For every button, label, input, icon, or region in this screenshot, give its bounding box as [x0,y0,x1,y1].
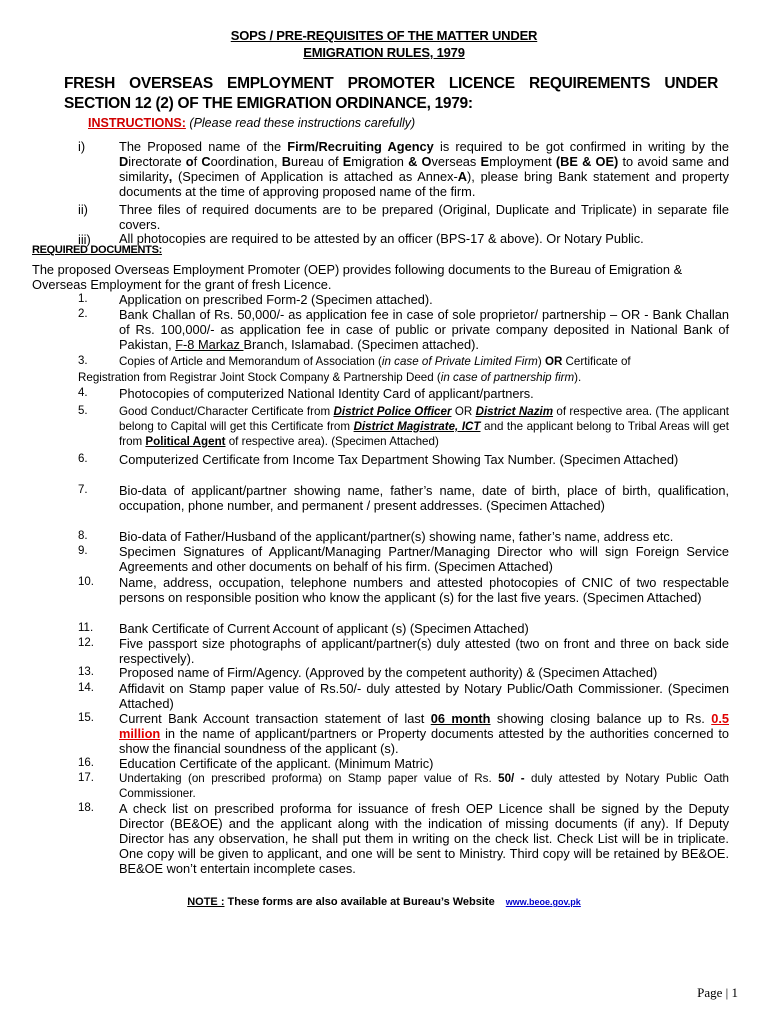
note-line [0,896,768,908]
item-num-8: 8. [78,530,88,542]
item-text-3: Copies of Article and Memorandum of Association (in case of Private Limited Firm) OR Certificate of [119,355,631,368]
required-intro-text: The proposed Overseas Employment Promoter (OEP) provides following documents to the Bureau of Emigration & Overseas Employment for the grant of fresh Licence. [32,262,683,292]
item-num-14: 14. [78,682,94,694]
item-num-9: 9. [78,545,88,557]
main-title-line-1: FRESH OVERSEAS EMPLOYMENT PROMOTER LICENCE REQUIREMENTS UNDER [64,75,718,92]
instruction-text-2: Three files of required documents are to be prepared (Original, Duplicate and Triplicate) in separate file covers. [119,202,729,232]
item-text-14: Affidavit on Stamp paper value of Rs.50/- duly attested by Notary Public/Oath Commissioner. (Specimen Attached) [119,681,729,711]
item-text-5: Good Conduct/Character Certificate from District Police Officer OR District Nazim of respective area. (The applicant belong to Capital will get this Certificate from District Magistrate, ICT and the applicant belong to Tribal Areas will get from Political Agent of respective area). (Specimen Attached) [119,405,729,448]
required-intro [32,262,732,292]
instruction-text-3: All photocopies are required to be attested by an officer (BPS-17 & above). Or Notary Public. [119,231,644,246]
item-num-5: 5. [78,405,88,417]
item-text-3-cont: Registration from Registrar Joint Stock Company & Partnership Deed (in case of partnership firm). [78,371,582,384]
item-num-17: 17. [78,772,94,784]
item-text-11: Bank Certificate of Current Account of applicant (s) (Specimen Attached) [119,621,529,636]
item-text-17: Undertaking (on prescribed proforma) on Stamp paper value of Rs. 50/ - duly attested by Notary Public Oath Commissioner. [119,772,730,800]
item-text-16: Education Certificate of the applicant. (Minimum Matric) [119,756,434,771]
item-num-15: 15. [78,712,94,724]
item-num-4: 4. [78,387,88,399]
page-number: Page | 1 [697,985,738,1000]
item-num-16: 16. [78,757,94,769]
item-num-2: 2. [78,308,88,320]
item-text-1: Application on prescribed Form-2 (Specimen attached). [119,292,433,307]
instruction-num-1: i) [78,139,86,154]
item-num-11: 11. [78,622,94,634]
item-text-13: Proposed name of Firm/Agency. (Approved by the competent authority) & (Specimen Attached) [119,665,658,680]
instruction-num-3: iii) [78,232,91,247]
item-num-3: 3. [78,355,88,367]
item-text-12: Five passport size photographs of applicant/partner(s) duly attested (two on front and three on back side respectively). [119,636,729,666]
instructions-label: INSTRUCTIONS: [88,116,186,130]
item-text-8: Bio-data of Father/Husband of the applicant/partner(s) showing name, father’s name, address etc. [119,529,674,544]
item-text-6: Computerized Certificate from Income Tax Department Showing Tax Number. (Specimen Attached) [119,452,679,467]
website-link[interactable]: www.beoe.gov.pk [505,897,581,907]
item-num-13: 13. [78,666,94,678]
item-text-10: Name, address, occupation, telephone numbers and attested photocopies of CNIC of two respectable persons on responsible position who know the applicant (s) for the last five years. (Specimen Attached) [119,575,729,605]
instruction-text-1: The Proposed name of the Firm/Recruiting Agency is required to be got confirmed in writing by the Directorate of Coordination, Bureau of Emigration & Overseas Employment (BE & OE) to avoid same and similarity, (Specimen of Application is attached as Annex-A), please bring Bank statement and property documents at the time of approving proposed name of the firm. [119,139,730,199]
required-documents-heading: REQUIRED DOCUMENTS: [32,244,162,256]
item-text-4: Photocopies of computerized National Identity Card of applicant/partners. [119,386,534,401]
instructions-text: (Please read these instructions carefully) [189,116,416,130]
header-line-2: EMIGRATION RULES, 1979 [303,45,465,60]
item-num-6: 6. [78,453,88,465]
item-num-7: 7. [78,484,88,496]
main-title-line-2: SECTION 12 (2) OF THE EMIGRATION ORDINANCE, 1979: [64,95,473,112]
item-text-15: Current Bank Account transaction statement of last 06 month showing closing balance up to Rs. 0.5 million in the name of applicant/partners or Property documents attested by the authorities concerned to show the financial soundness of the applicant (s). [119,711,729,756]
instruction-num-2: ii) [78,202,88,217]
item-num-18: 18. [78,802,94,814]
item-num-1: 1. [78,293,88,305]
item-text-9: Specimen Signatures of Applicant/Managing Partner/Managing Director who will sign Foreign Service Agreements and other documents on behalf of his firm. (Specimen Attached) [119,544,729,574]
instructions-line [88,116,415,130]
item-text-7: Bio-data of applicant/partner showing name, father’s name, date of birth, place of birth, qualification, occupation, phone number, and permanent / present addresses. (Specimen Attached) [119,483,729,513]
header-line-1: SOPS / PRE-REQUISITES OF THE MATTER UNDER [230,28,538,43]
note-label: NOTE : [187,896,225,908]
item-num-10: 10. [78,576,94,588]
item-text-18: A check list on prescribed proforma for issuance of fresh OEP Licence shall be signed by the Deputy Director (BE&OE) and the applicant along with the indication of missing documents (if any). If Deputy Director has any observation, he shall put them in writing on the check list. Check List will be in triplicate. One copy will be given to applicant, and one will be sent to Ministry. Third copy will be retained by BE&OE. BE&OE won’t entertain incomplete cases. [119,801,729,876]
item-text-2: Bank Challan of Rs. 50,000/- as application fee in case of sole proprietor/ partnership – OR - Bank Challan of Rs. 100,000/- as application fee in case of public or private company deposited in National Bank of Pakistan, F-8 Markaz Branch, Islamabad. (Specimen attached). [119,307,729,352]
note-text: These forms are also available at Bureau’s Website [227,896,495,908]
item-num-12: 12. [78,637,94,649]
